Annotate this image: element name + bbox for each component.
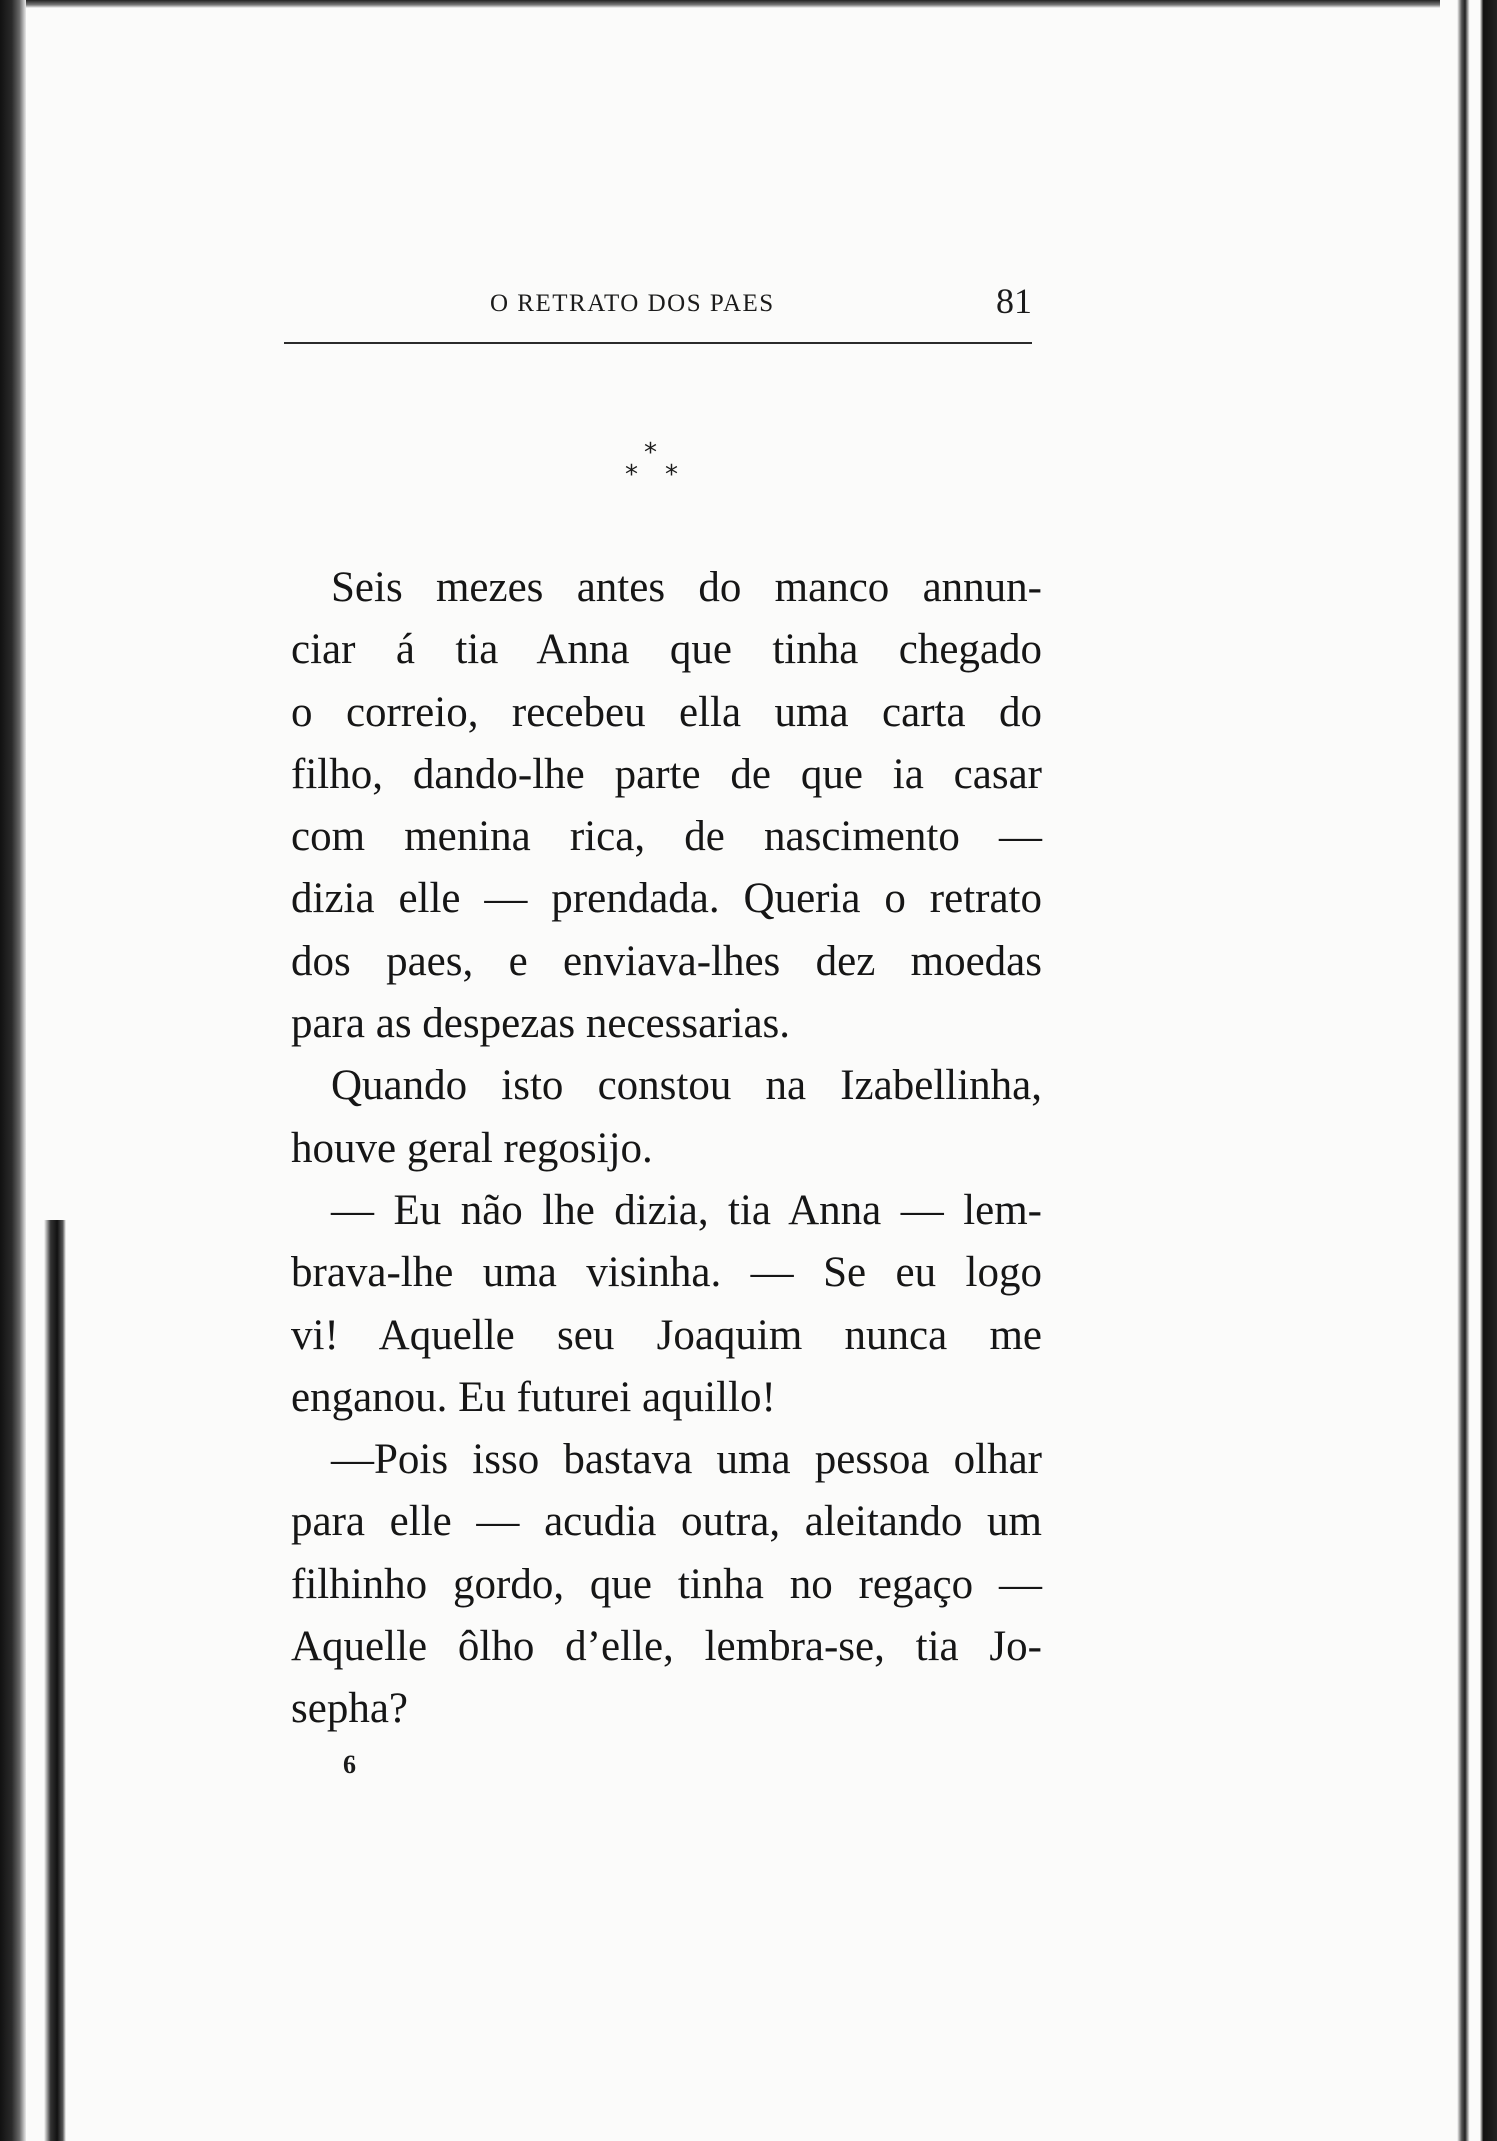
section-asterism [620, 438, 690, 498]
scan-right-edge [1440, 0, 1497, 2141]
text-line: enganou. Eu futurei aquillo! [291, 1373, 776, 1421]
text-line: dizia elle — prendada. Queria o retrato [291, 875, 1042, 923]
scan-left-binding-shadow [44, 1220, 66, 2141]
scan-top-edge [0, 0, 1497, 8]
text-line: houve geral regosijo. [291, 1124, 653, 1172]
text-line: com menina rica, de nascimento — [291, 813, 1042, 861]
page-number: 81 [996, 281, 1032, 321]
text-line: filhinho gordo, que tinha no regaço — [291, 1560, 1042, 1608]
text-line: Seis mezes antes do manco annun- [331, 564, 1042, 611]
text-line: — Eu não lhe dizia, tia Anna — lem- [331, 1186, 1042, 1234]
asterism-star-top: * [644, 438, 657, 468]
text-line: brava-lhe uma visinha. — Se eu logo [291, 1249, 1042, 1297]
running-head [284, 280, 1032, 320]
running-title: O RETRATO DOS PAES [490, 290, 775, 317]
asterism-star-left: * [625, 460, 638, 490]
text-line: o correio, recebeu ella uma carta do [291, 688, 1042, 736]
text-line: dos paes, e enviava-lhes dez moedas [291, 937, 1042, 985]
text-line: Aquelle ôlho d’elle, lembra-se, tia Jo- [291, 1623, 1042, 1671]
text-line: filho, dando-lhe parte de que ia casar [291, 750, 1042, 798]
text-line: Quando isto constou na Izabellinha, [331, 1062, 1042, 1110]
text-line: ciar á tia Anna que tinha chegado [291, 626, 1042, 674]
text-line: para elle — acudia outra, aleitando um [291, 1498, 1042, 1546]
asterism-star-right: * [665, 460, 678, 490]
text-line: sepha? [291, 1685, 408, 1733]
text-line: para as despezas necessarias. [291, 1000, 791, 1048]
text-line: —Pois isso bastava uma pessoa olhar [331, 1436, 1042, 1484]
scan-left-edge [0, 0, 26, 2141]
text-line: vi! Aquelle seu Joaquim nunca me [291, 1311, 1042, 1359]
signature-mark: 6 [343, 1750, 356, 1779]
header-rule [284, 342, 1032, 344]
body-text [291, 557, 1042, 1741]
